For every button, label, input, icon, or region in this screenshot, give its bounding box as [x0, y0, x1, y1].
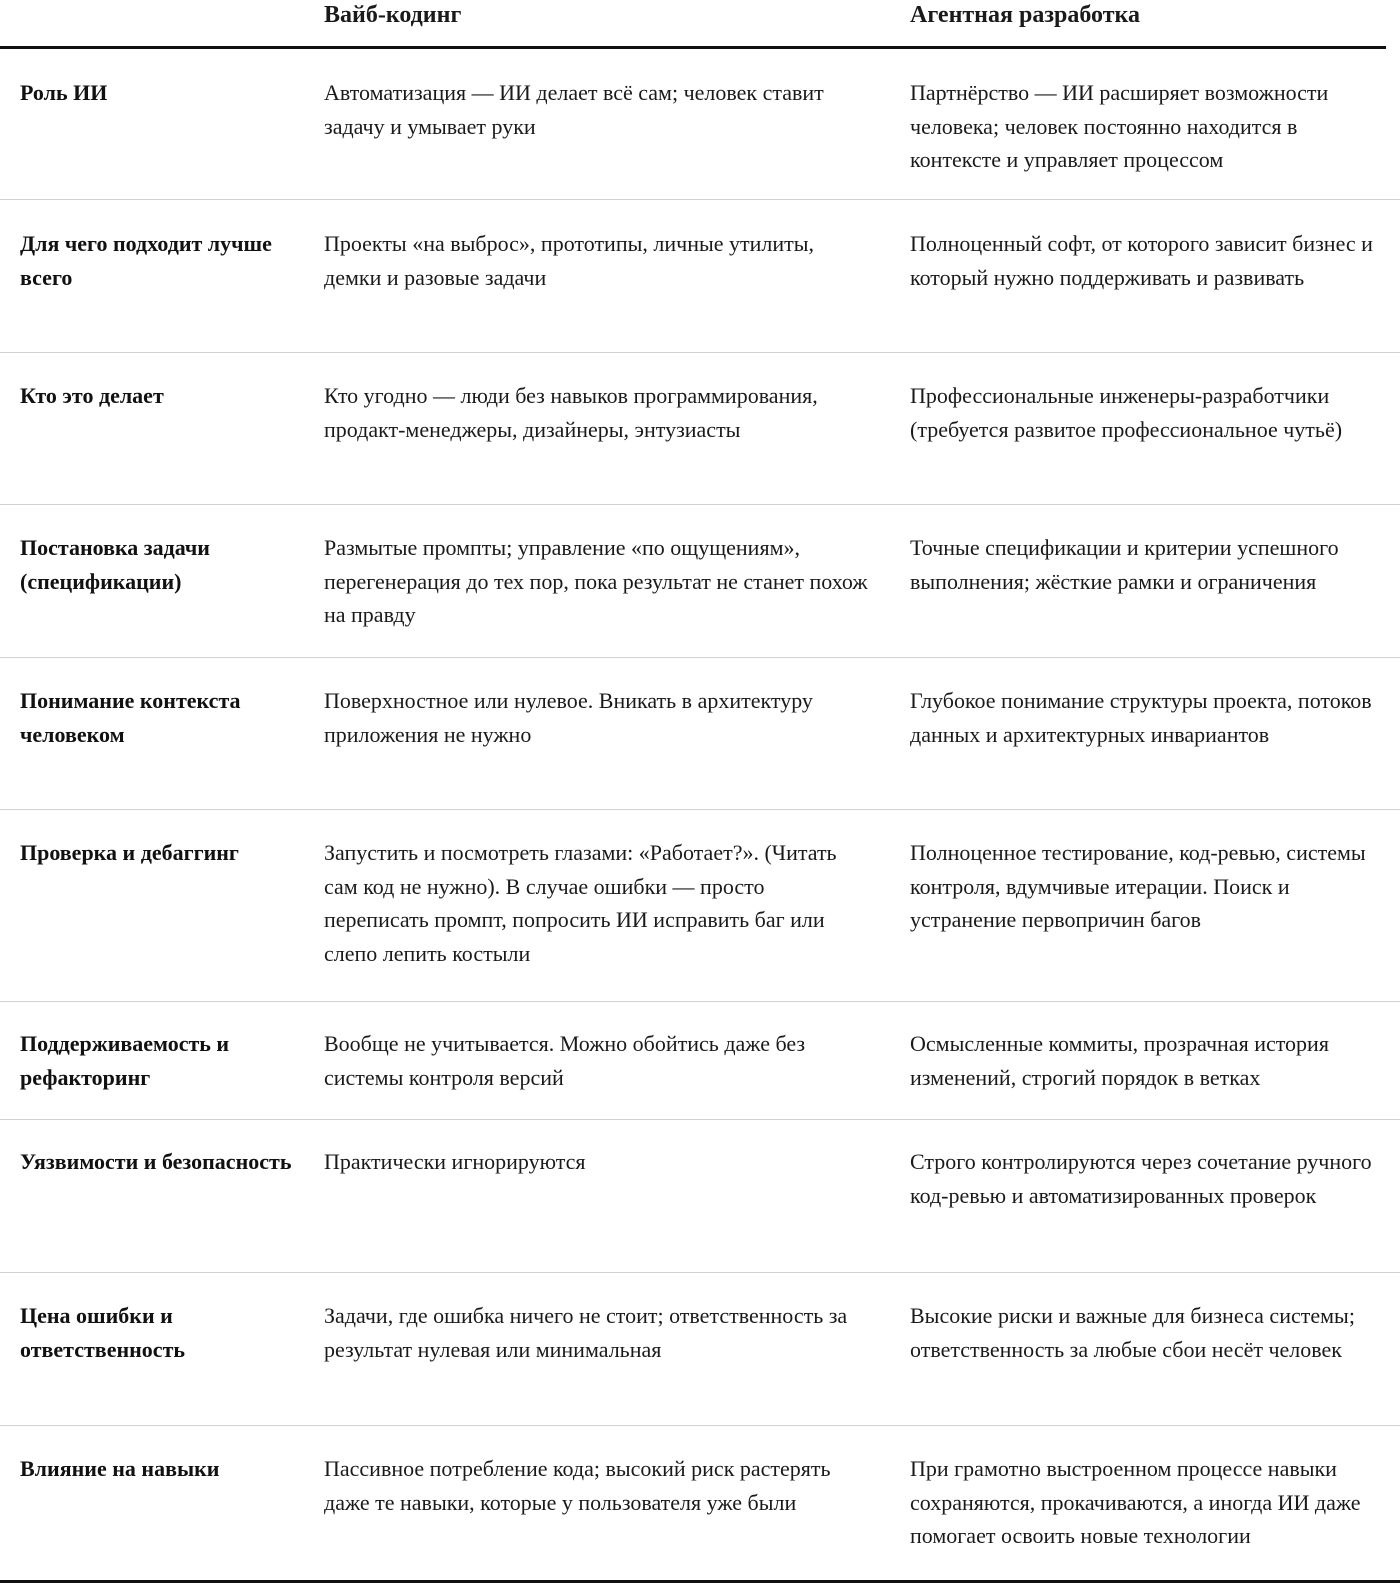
- table-row: [0, 810, 1400, 1002]
- row-aspect-label: Для чего подходит лучше всего: [20, 231, 272, 290]
- row-aspect-label: Кто это делает: [20, 383, 164, 408]
- row-aspect-label: Цена ошибки и ответственность: [20, 1303, 186, 1362]
- row-vibe-cell: Практически игнорируются: [324, 1149, 586, 1174]
- row-agentic-cell: Глубокое понимание структуры проекта, потоков данных и архитектурных инвариантов: [910, 688, 1372, 747]
- row-aspect-label: Влияние на навыки: [20, 1456, 220, 1481]
- row-aspect-label: Уязвимости и безопасность: [20, 1149, 292, 1174]
- row-vibe-cell: Проекты «на выброс», прототипы, личные утилиты, демки и разовые задачи: [324, 231, 815, 290]
- row-vibe-cell: Пассивное потребление кода; высокий риск растерять даже те навыки, которые у пользователя уже были: [324, 1456, 831, 1515]
- table-row: [0, 200, 1400, 353]
- row-vibe-cell: Вообще не учитывается. Можно обойтись даже без системы контроля версий: [324, 1031, 806, 1090]
- row-agentic-cell: Точные спецификации и критерии успешного выполнения; жёсткие рамки и ограничения: [910, 535, 1339, 594]
- row-agentic-cell: Полноценное тестирование, код-ревью, системы контроля, вдумчивые итерации. Поиск и устранение первопричин багов: [910, 840, 1366, 932]
- row-vibe-cell: Запустить и посмотреть глазами: «Работает?». (Читать сам код не нужно). В случае ошибки — просто переписать промпт, попросить ИИ исправить баг или слепо лепить костыли: [324, 840, 837, 966]
- row-agentic-cell: Строго контролируются через сочетание ручного код-ревью и автоматизированных проверок: [910, 1149, 1372, 1208]
- row-vibe-cell: Поверхностное или нулевое. Вникать в архитектуру приложения не нужно: [324, 688, 813, 747]
- row-agentic-cell: Профессиональные инженеры-разработчики (требуется развитое профессиональное чутьё): [910, 383, 1343, 442]
- row-aspect-label: Понимание контекста человеком: [20, 688, 241, 747]
- table-row: [0, 505, 1400, 658]
- row-aspect-label: Роль ИИ: [20, 80, 108, 105]
- table-row: [0, 1426, 1400, 1583]
- row-aspect-label: Поддерживаемость и рефакторинг: [20, 1031, 230, 1090]
- row-agentic-cell: Осмысленные коммиты, прозрачная история изменений, строгий порядок в ветках: [910, 1031, 1329, 1090]
- table-row: [0, 353, 1400, 505]
- table-row: [0, 658, 1400, 810]
- row-agentic-cell: Партнёрство — ИИ расширяет возможности человека; человек постоянно находится в контексте и управляет процессом: [910, 80, 1329, 172]
- row-aspect-label: Постановка задачи (спецификации): [20, 535, 210, 594]
- row-vibe-cell: Задачи, где ошибка ничего не стоит; ответственность за результат нулевая или минимальная: [324, 1303, 848, 1362]
- row-vibe-cell: Размытые промпты; управление «по ощущениям», перегенерация до тех пор, пока результат не станет похож на правду: [324, 535, 868, 627]
- column-header-agentic-development: Агентная разработка: [910, 2, 1140, 28]
- row-agentic-cell: Полноценный софт, от которого зависит бизнес и который нужно поддерживать и развивать: [910, 231, 1373, 290]
- column-header-vibe-coding: Вайб-кодинг: [324, 2, 462, 28]
- row-agentic-cell: При грамотно выстроенном процессе навыки сохраняются, прокачиваются, а иногда ИИ даже помогает освоить новые технологии: [910, 1456, 1361, 1548]
- row-vibe-cell: Кто угодно — люди без навыков программирования, продакт-менеджеры, дизайнеры, энтузиасты: [324, 383, 818, 442]
- table-row: [0, 1120, 1400, 1273]
- table-row: [0, 1273, 1400, 1426]
- table-row: [0, 1002, 1400, 1120]
- row-agentic-cell: Высокие риски и важные для бизнеса системы; ответственность за любые сбои несёт человек: [910, 1303, 1355, 1362]
- row-aspect-label: Проверка и дебаггинг: [20, 840, 239, 865]
- table-row: [0, 48, 1400, 200]
- table-header: [0, 0, 1386, 49]
- row-vibe-cell: Автоматизация — ИИ делает всё сам; человек ставит задачу и умывает руки: [324, 80, 824, 139]
